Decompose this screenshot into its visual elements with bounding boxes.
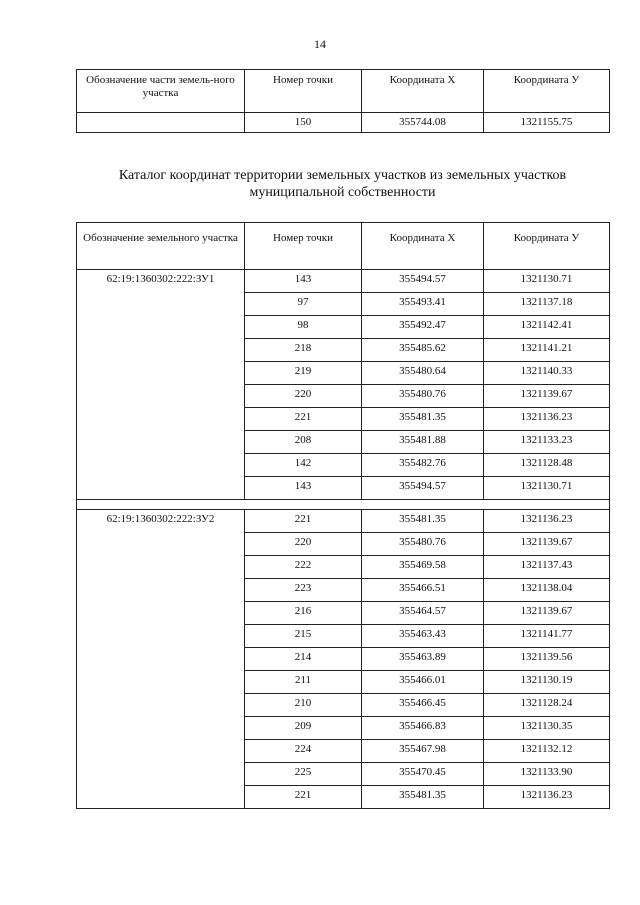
point-number-cell: 143: [245, 270, 362, 293]
header-parcel: Обозначение земельного участка: [77, 223, 245, 270]
coordinate-y-cell: 1321139.67: [484, 385, 610, 408]
coordinate-y-cell: 1321138.04: [484, 579, 610, 602]
point-number-cell: 211: [245, 671, 362, 694]
coordinate-y-cell: 1321139.67: [484, 533, 610, 556]
coordinate-x-cell: 355466.51: [362, 579, 484, 602]
coordinate-x-cell: 355494.57: [362, 270, 484, 293]
coordinate-y-cell: 1321155.75: [484, 113, 610, 133]
coordinate-y-cell: 1321128.24: [484, 694, 610, 717]
header-point-number: Номер точки: [245, 223, 362, 270]
header-coordinate-y: Координата У: [484, 223, 610, 270]
point-number-cell: 221: [245, 408, 362, 431]
point-number-cell: 143: [245, 477, 362, 500]
coordinate-x-cell: 355466.01: [362, 671, 484, 694]
coordinate-y-cell: 1321139.56: [484, 648, 610, 671]
coordinate-y-cell: 1321130.19: [484, 671, 610, 694]
coordinate-x-cell: 355481.35: [362, 408, 484, 431]
table-row: [77, 270, 610, 293]
table-header-row: [77, 70, 610, 113]
coordinates-catalog-table: [76, 222, 610, 809]
point-number-cell: 225: [245, 763, 362, 786]
header-coordinate-x: Координата Х: [362, 70, 484, 113]
point-number-cell: 218: [245, 339, 362, 362]
point-number-cell: 142: [245, 454, 362, 477]
coordinate-x-cell: 355481.35: [362, 786, 484, 809]
coordinate-x-cell: 355469.58: [362, 556, 484, 579]
coordinate-y-cell: 1321130.71: [484, 270, 610, 293]
point-number-cell: 224: [245, 740, 362, 763]
point-number-cell: 97: [245, 293, 362, 316]
coordinate-x-cell: 355470.45: [362, 763, 484, 786]
coordinate-x-cell: 355482.76: [362, 454, 484, 477]
coordinate-x-cell: 355464.57: [362, 602, 484, 625]
coordinate-x-cell: 355480.64: [362, 362, 484, 385]
coordinate-y-cell: 1321133.90: [484, 763, 610, 786]
point-number-cell: 222: [245, 556, 362, 579]
coordinate-x-cell: 355467.98: [362, 740, 484, 763]
coordinate-y-cell: 1321137.18: [484, 293, 610, 316]
table-row: [77, 510, 610, 533]
header-coordinate-y: Координата У: [484, 70, 610, 113]
coordinate-x-cell: 355466.83: [362, 717, 484, 740]
coordinate-x-cell: 355481.35: [362, 510, 484, 533]
point-number-cell: 221: [245, 510, 362, 533]
parcel-label-cell: 62:19:1360302:222:ЗУ1: [77, 270, 245, 500]
page-number: 14: [314, 37, 326, 51]
coordinate-x-cell: 355480.76: [362, 533, 484, 556]
point-number-cell: 209: [245, 717, 362, 740]
point-number-cell: 221: [245, 786, 362, 809]
header-coordinate-x: Координата Х: [362, 223, 484, 270]
group-separator-row: [77, 500, 610, 510]
parcel-label-cell: 62:19:1360302:222:ЗУ2: [77, 510, 245, 809]
coordinate-y-cell: 1321136.23: [484, 510, 610, 533]
point-number-cell: 219: [245, 362, 362, 385]
point-number-cell: 214: [245, 648, 362, 671]
coordinate-y-cell: 1321139.67: [484, 602, 610, 625]
coordinate-y-cell: 1321128.48: [484, 454, 610, 477]
coordinate-y-cell: 1321141.21: [484, 339, 610, 362]
point-number-cell: 220: [245, 385, 362, 408]
coordinate-y-cell: 1321130.35: [484, 717, 610, 740]
coordinates-table-part: [76, 69, 610, 133]
coordinate-x-cell: 355485.62: [362, 339, 484, 362]
coordinate-y-cell: 1321133.23: [484, 431, 610, 454]
header-parcel-part: Обозначение части земель-ного участка: [77, 70, 245, 113]
coordinate-y-cell: 1321132.12: [484, 740, 610, 763]
coordinate-x-cell: 355463.89: [362, 648, 484, 671]
coordinate-x-cell: 355463.43: [362, 625, 484, 648]
coordinate-x-cell: 355494.57: [362, 477, 484, 500]
parcel-part-cell: [77, 113, 245, 133]
coordinate-y-cell: 1321137.43: [484, 556, 610, 579]
coordinate-y-cell: 1321130.71: [484, 477, 610, 500]
point-number-cell: 150: [245, 113, 362, 133]
point-number-cell: 216: [245, 602, 362, 625]
coordinate-x-cell: 355466.45: [362, 694, 484, 717]
table-row: [77, 113, 610, 133]
coordinate-x-cell: 355481.88: [362, 431, 484, 454]
coordinate-y-cell: 1321136.23: [484, 786, 610, 809]
separator-cell: [77, 500, 610, 510]
point-number-cell: 215: [245, 625, 362, 648]
coordinate-y-cell: 1321141.77: [484, 625, 610, 648]
coordinate-y-cell: 1321142.41: [484, 316, 610, 339]
coordinate-x-cell: 355480.76: [362, 385, 484, 408]
coordinate-x-cell: 355492.47: [362, 316, 484, 339]
point-number-cell: 98: [245, 316, 362, 339]
table-header-row: [77, 223, 610, 270]
catalog-caption: Каталог координат территории земельных участков из земельных участков муниципальной собственности: [118, 168, 567, 200]
coordinate-y-cell: 1321140.33: [484, 362, 610, 385]
point-number-cell: 208: [245, 431, 362, 454]
coordinate-x-cell: 355493.41: [362, 293, 484, 316]
point-number-cell: 210: [245, 694, 362, 717]
coordinate-x-cell: 355744.08: [362, 113, 484, 133]
header-point-number: Номер точки: [245, 70, 362, 113]
point-number-cell: 220: [245, 533, 362, 556]
point-number-cell: 223: [245, 579, 362, 602]
coordinate-y-cell: 1321136.23: [484, 408, 610, 431]
